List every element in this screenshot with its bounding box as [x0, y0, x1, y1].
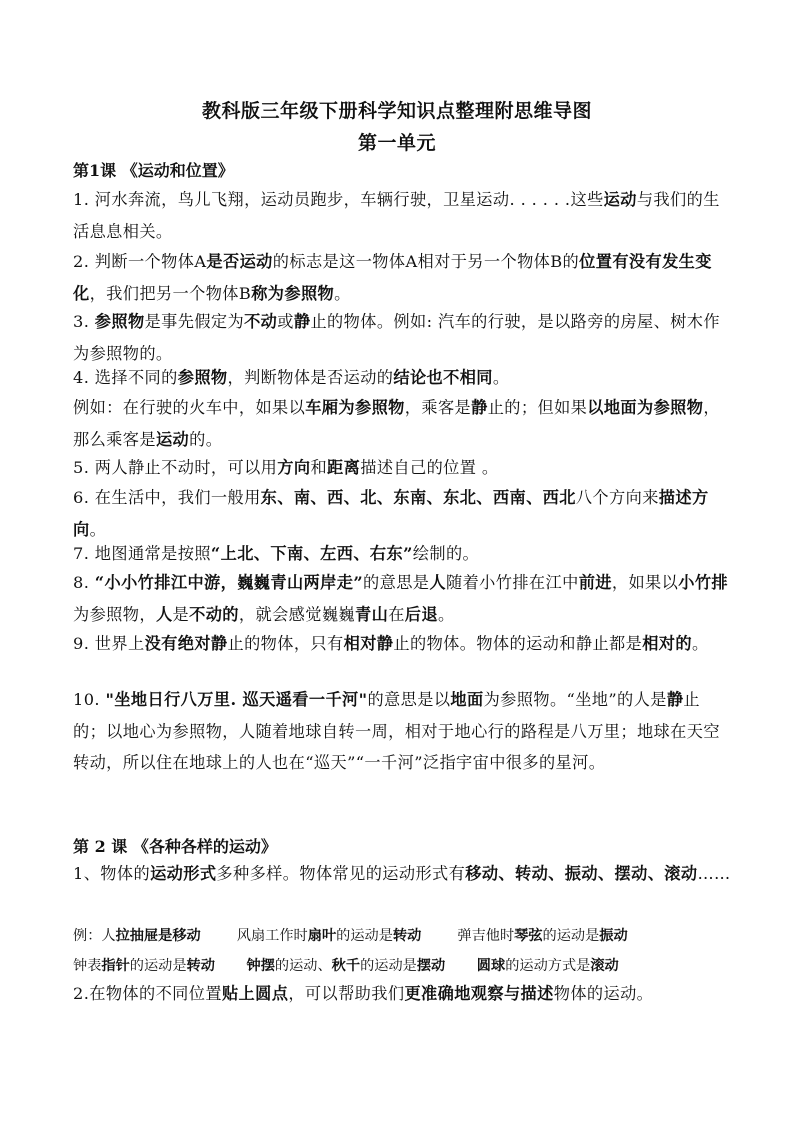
bold-text-run: “上北、下南、左西、右东” — [210, 544, 413, 563]
text-run: 的运动是 — [336, 928, 393, 944]
bold-text-run: 相对静 — [343, 634, 394, 653]
text-run: 。 — [334, 283, 351, 303]
bold-text-run: 人 — [155, 604, 173, 624]
bold-text-run: 地面 — [450, 690, 484, 709]
bold-text-run: 参照物 — [177, 368, 228, 387]
bold-text-run: “小小竹排江中游，巍巍青山两岸走” — [94, 573, 364, 592]
example-line-2 — [73, 955, 619, 975]
text-run: 2.在物体的不同位置 — [73, 984, 222, 1003]
text-run: 为参照物， — [73, 604, 156, 624]
text-run: 2. 判断一个物体A — [73, 252, 207, 271]
text-run: 在 — [388, 604, 405, 624]
text-run: 的标志是这一物体A相对于另一个物体B的 — [272, 252, 580, 271]
bold-text-run: 运动 — [155, 429, 190, 449]
unit-title: 第一单元 — [357, 132, 436, 154]
text-run: 的运动方式是 — [505, 958, 591, 974]
paragraph-9 — [73, 567, 733, 630]
text-run: …… — [697, 864, 731, 883]
text-run: 的意思是 — [363, 573, 430, 592]
bold-text-run: 车厢为参照物 — [305, 398, 405, 417]
text-run — [215, 958, 247, 974]
bold-text-run: 称为参照物 — [251, 283, 335, 303]
bold-text-run: 描述方向 — [73, 488, 709, 539]
bold-text-run: 不动 — [244, 312, 278, 331]
paragraph-7 — [73, 482, 733, 545]
paragraph-1 — [73, 184, 733, 247]
bold-text-run: 钟摆 — [246, 958, 275, 974]
bold-text-run: 秋千 — [331, 958, 361, 974]
text-run: 止的物体。例如: 汽车的行驶，是以路旁的房屋、树木作为参照物的。 — [73, 312, 720, 363]
bold-text-run: 移动、转动、振动、摆动、滚动 — [465, 864, 698, 883]
paragraph-11 — [73, 684, 733, 779]
text-run: 9. 世界上 — [73, 634, 145, 653]
text-run: 1. 河水奔流，鸟儿飞翔，运动员跑步，车辆行驶，卫星运动. . . . . .这些 — [73, 190, 604, 209]
text-run: 。 — [437, 604, 455, 624]
paragraph-8 — [73, 538, 733, 570]
bold-text-run: 静 — [666, 690, 684, 709]
text-run: 止的物体。物体的运动和静止都是 — [393, 634, 643, 653]
bold-text-run: "坐地日行八万里. 巡天遥看一千河" — [105, 690, 368, 709]
bold-text-run: 方向 — [277, 458, 311, 477]
text-run: 。 — [691, 634, 709, 653]
text-run: 。 — [89, 519, 107, 539]
bold-text-run: 前进 — [578, 573, 612, 592]
text-run: 多种多样。物体常见的运动形式有 — [216, 864, 466, 883]
text-run: 。 — [492, 368, 510, 387]
bold-text-run: 以地面为参照物 — [587, 398, 704, 417]
text-run: 描述自己的位置 。 — [360, 458, 499, 477]
text-run: 8. — [73, 573, 95, 592]
text-run: 止的；以地心为参照物，人随着地球自转一周，相对于地心行的路程是八万里；地球在天空转动，所以住在地球上的人也在“巡天”“一千河”泛指宇宙中很多的星河。 — [73, 690, 720, 772]
text-run: 1、物体的 — [73, 864, 151, 883]
text-run: 3. — [73, 312, 95, 331]
text-run: 的。 — [189, 429, 223, 449]
lesson-2-heading: 第 2 课 《各种各样的运动》 — [73, 837, 277, 856]
text-run: 10. — [73, 690, 106, 709]
text-run: ，那么乘客是 — [73, 398, 720, 449]
bold-text-run: 后退 — [404, 604, 438, 624]
text-run: 弹吉他时 — [421, 928, 515, 944]
text-run: 是事先假定为 — [144, 312, 245, 331]
bold-text-run: 人 — [429, 573, 446, 592]
text-run: 例如：在行驶的火车中，如果以 — [73, 398, 306, 417]
text-run: 绘制的。 — [412, 544, 480, 563]
text-run: 是 — [172, 604, 190, 624]
bold-text-run: 静 — [471, 398, 488, 417]
bold-text-run: 滚动 — [590, 958, 619, 974]
bold-text-run: 东、南、西、北、东南、东北、西南、西北 — [260, 488, 576, 507]
text-run: 的运动是 — [129, 958, 187, 974]
text-run: 和 — [310, 458, 328, 477]
bold-text-run: 运动 — [603, 190, 637, 209]
text-run: ，就会感觉巍巍 — [238, 604, 356, 624]
text-run: 八个方向来 — [575, 488, 659, 507]
bold-text-run: 琴弦 — [514, 928, 543, 944]
text-run — [445, 958, 477, 974]
example-line-1 — [73, 925, 628, 945]
bold-text-run: 位置有没有发生变化 — [73, 252, 712, 303]
text-run: 5. 两人静止不动时，可以用 — [73, 458, 278, 477]
bold-text-run: 指针 — [101, 958, 130, 974]
bold-text-run: 青山 — [355, 604, 389, 624]
paragraph-12 — [73, 858, 733, 890]
bold-text-run: 更准确地观察与描述 — [404, 984, 554, 1003]
paragraph-4 — [73, 362, 733, 394]
text-run: 的运动、 — [274, 958, 332, 974]
paragraph-3 — [73, 306, 733, 369]
text-run: 止的物体，只有 — [227, 634, 344, 653]
text-run: 的意思是以 — [367, 690, 451, 709]
bold-text-run: 相对的 — [642, 634, 692, 653]
text-run: 为参照物。“坐地”的人是 — [483, 690, 667, 709]
text-run: 的运动是 — [360, 958, 417, 974]
bold-text-run: 是否运动 — [206, 252, 273, 271]
bold-text-run: 转动 — [186, 958, 215, 974]
bold-text-run: 转动 — [392, 928, 422, 944]
text-run: ，判断物体是否运动的 — [227, 368, 394, 387]
text-run: ，如果以 — [611, 573, 679, 592]
bold-text-run: 贴上圆点 — [221, 984, 289, 1003]
bold-text-run: 静 — [293, 312, 311, 331]
text-run: ，乘客是 — [404, 398, 472, 417]
bold-text-run: 结论也不相同 — [393, 368, 493, 387]
text-run: 风扇工作时 — [200, 928, 308, 944]
text-run: 例：人 — [73, 928, 116, 944]
bold-text-run: 不动的 — [189, 604, 239, 624]
text-run: 随着小竹排在江中 — [445, 573, 579, 592]
text-run: 的运动是 — [542, 928, 600, 944]
paragraph-13 — [73, 978, 733, 1010]
bold-text-run: 扇叶 — [307, 928, 337, 944]
bold-text-run: 振动 — [599, 928, 628, 944]
bold-text-run: 没有绝对静 — [144, 634, 228, 653]
bold-text-run: 距离 — [327, 458, 361, 477]
lesson-1-heading: 第1课 《运动和位置》 — [73, 161, 234, 180]
text-run: 物体的运动。 — [553, 984, 654, 1003]
text-run: 与我们的生活息息相关。 — [73, 190, 720, 241]
paragraph-10 — [73, 628, 733, 660]
text-run: 7. 地图通常是按照 — [73, 544, 211, 563]
text-run: 止的；但如果 — [487, 398, 588, 417]
bold-text-run: 圆球 — [476, 958, 506, 974]
bold-text-run: 参照物 — [94, 312, 145, 331]
text-run: 或 — [277, 312, 294, 331]
paragraph-2 — [73, 246, 733, 309]
text-run: ，我们把另一个物体B — [89, 283, 252, 303]
paragraph-6 — [73, 452, 733, 484]
document-title: 教科版三年级下册科学知识点整理附思维导图 — [201, 100, 592, 122]
text-run: 4. 选择不同的 — [73, 368, 178, 387]
bold-text-run: 运动形式 — [150, 864, 217, 883]
bold-text-run: 小竹排 — [678, 573, 728, 592]
bold-text-run: 拉抽屉是移动 — [115, 928, 201, 944]
text-run: ，可以帮助我们 — [288, 984, 405, 1003]
text-run: 6. 在生活中，我们一般用 — [73, 488, 261, 507]
text-run: 钟表 — [73, 958, 102, 974]
paragraph-5 — [73, 392, 733, 455]
bold-text-run: 摆动 — [416, 958, 446, 974]
